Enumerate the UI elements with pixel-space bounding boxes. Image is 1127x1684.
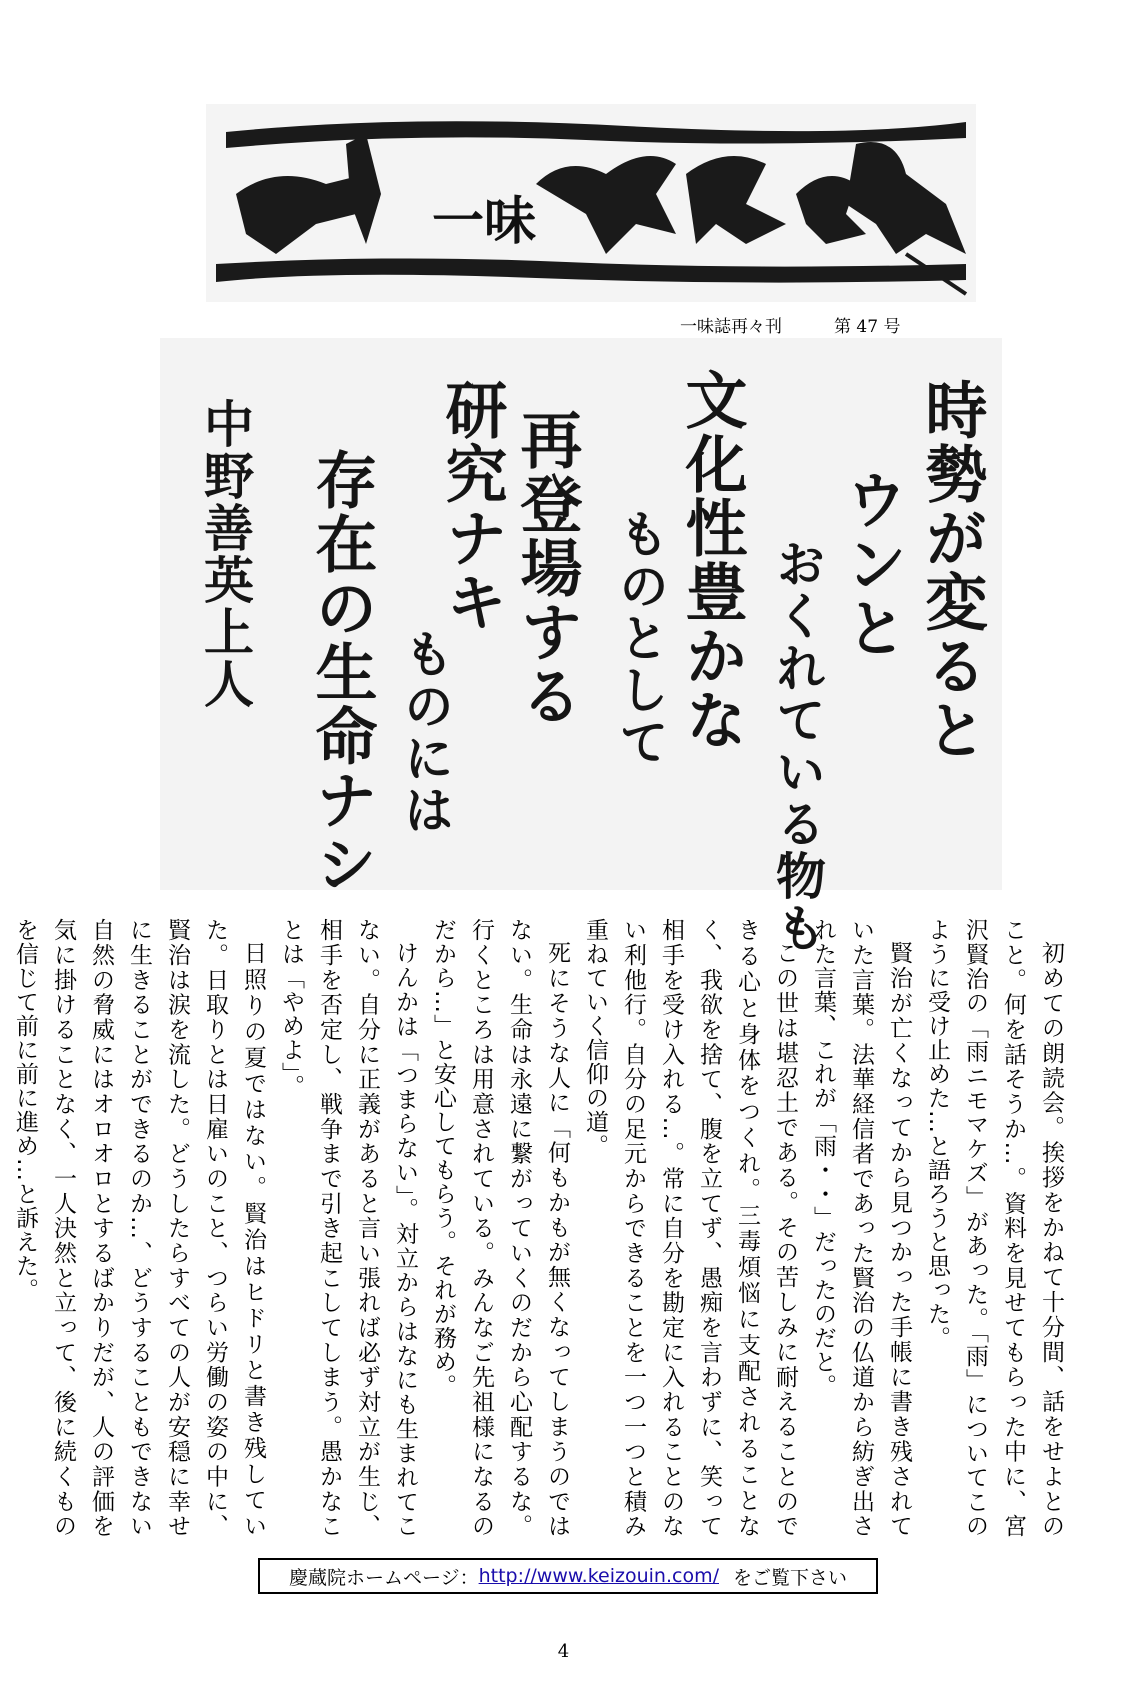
calligraphy-column: ものには bbox=[396, 628, 455, 836]
masthead-title: 一味 bbox=[428, 196, 540, 248]
page-number: 4 bbox=[557, 1641, 570, 1662]
publication-name: 一味誌再々刊 bbox=[680, 317, 782, 337]
issue-line bbox=[680, 312, 980, 337]
calligraphy-column: 再登場する bbox=[510, 408, 583, 728]
paragraph: この世は堪忍土である。その苦しみに耐えることのできる心と身体をつくれ。三毒煩悩に支配されることなく、我欲を捨て、腹を立てず、愚痴を言わずに、笑って相手を受け入れる…。常に自分を勘定に入れることのない利他行。自分の足元からできることを一つ一つと積み重ねていく信仰の道。 bbox=[582, 918, 798, 1538]
calligraphy-column: ウンと bbox=[835, 468, 908, 660]
masthead-banner bbox=[206, 104, 976, 302]
calligraphy-panel bbox=[160, 338, 1002, 954]
homepage-suffix: をご覧下さい bbox=[733, 1566, 848, 1589]
paragraph: 賢治が亡くなってから見つかった手帳に書き残されていた言葉。法華経信者であった賢治の仏道から紡ぎ出された言葉、これが「雨・・」だったのだと。 bbox=[810, 918, 912, 1538]
bird-woodcut-banner bbox=[206, 104, 976, 302]
calligraphy-column: 文化性豊かな bbox=[675, 368, 748, 752]
homepage-link[interactable]: http://www.keizouin.com/ bbox=[478, 1565, 719, 1587]
article-body bbox=[12, 918, 1070, 1538]
paragraph: 初めての朗読会。挨拶をかねて十分間、話をせよとのこと。何を話そうか…。資料を見せてもらった中に、宮沢賢治の「雨ニモマケズ」があった。「雨」についてこのように受け止めた…と語ろうと思った。 bbox=[924, 918, 1064, 1538]
issue-number: 第 47 号 bbox=[834, 317, 901, 337]
calligraphy-column: 時勢が変ると bbox=[915, 378, 988, 762]
calligraphy-column: 存在の生命ナシ bbox=[305, 448, 378, 896]
paragraph: けんかは「つまらない」。対立からはなにも生まれてこない。自分に正義があると言い張れば必ず対立が生じ、相手を否定し、戦争まで引き起こしてしまう。愚かなことは「やめよ」。 bbox=[278, 918, 418, 1538]
calligraphy-signature: 中野善英上人 bbox=[196, 398, 255, 710]
paragraph: 死にそうな人に「何もかもが無くなってしまうのではない。生命は永遠に繋がっていくのだから心配するな。行くところは用意されている。みんなご先祖様になるのだから…」と安心してもらう。それが務め。 bbox=[430, 918, 570, 1538]
calligraphy-column: ものとして bbox=[611, 508, 670, 768]
homepage-label: 慶蔵院ホームページ： bbox=[288, 1566, 479, 1589]
paragraph: 日照りの夏ではない。賢治はヒドリと書き残していた。日取りとは日雇いのこと、つらい労働の姿の中に、賢治は涙を流した。どうしたらすべての人が安穏に幸せに生きることができるのか…、どうすることもできない自然の脅威にはオロオロとするばかりだが、人の評価を気に掛けることなく、一人決然と立って、後に続くものを信じて前に前に進め…と訴えた。 bbox=[12, 918, 266, 1538]
homepage-notice bbox=[258, 1558, 878, 1594]
calligraphy-column: 研究ナキ bbox=[435, 378, 508, 634]
calligraphy-column: おくれている物も bbox=[768, 538, 827, 954]
